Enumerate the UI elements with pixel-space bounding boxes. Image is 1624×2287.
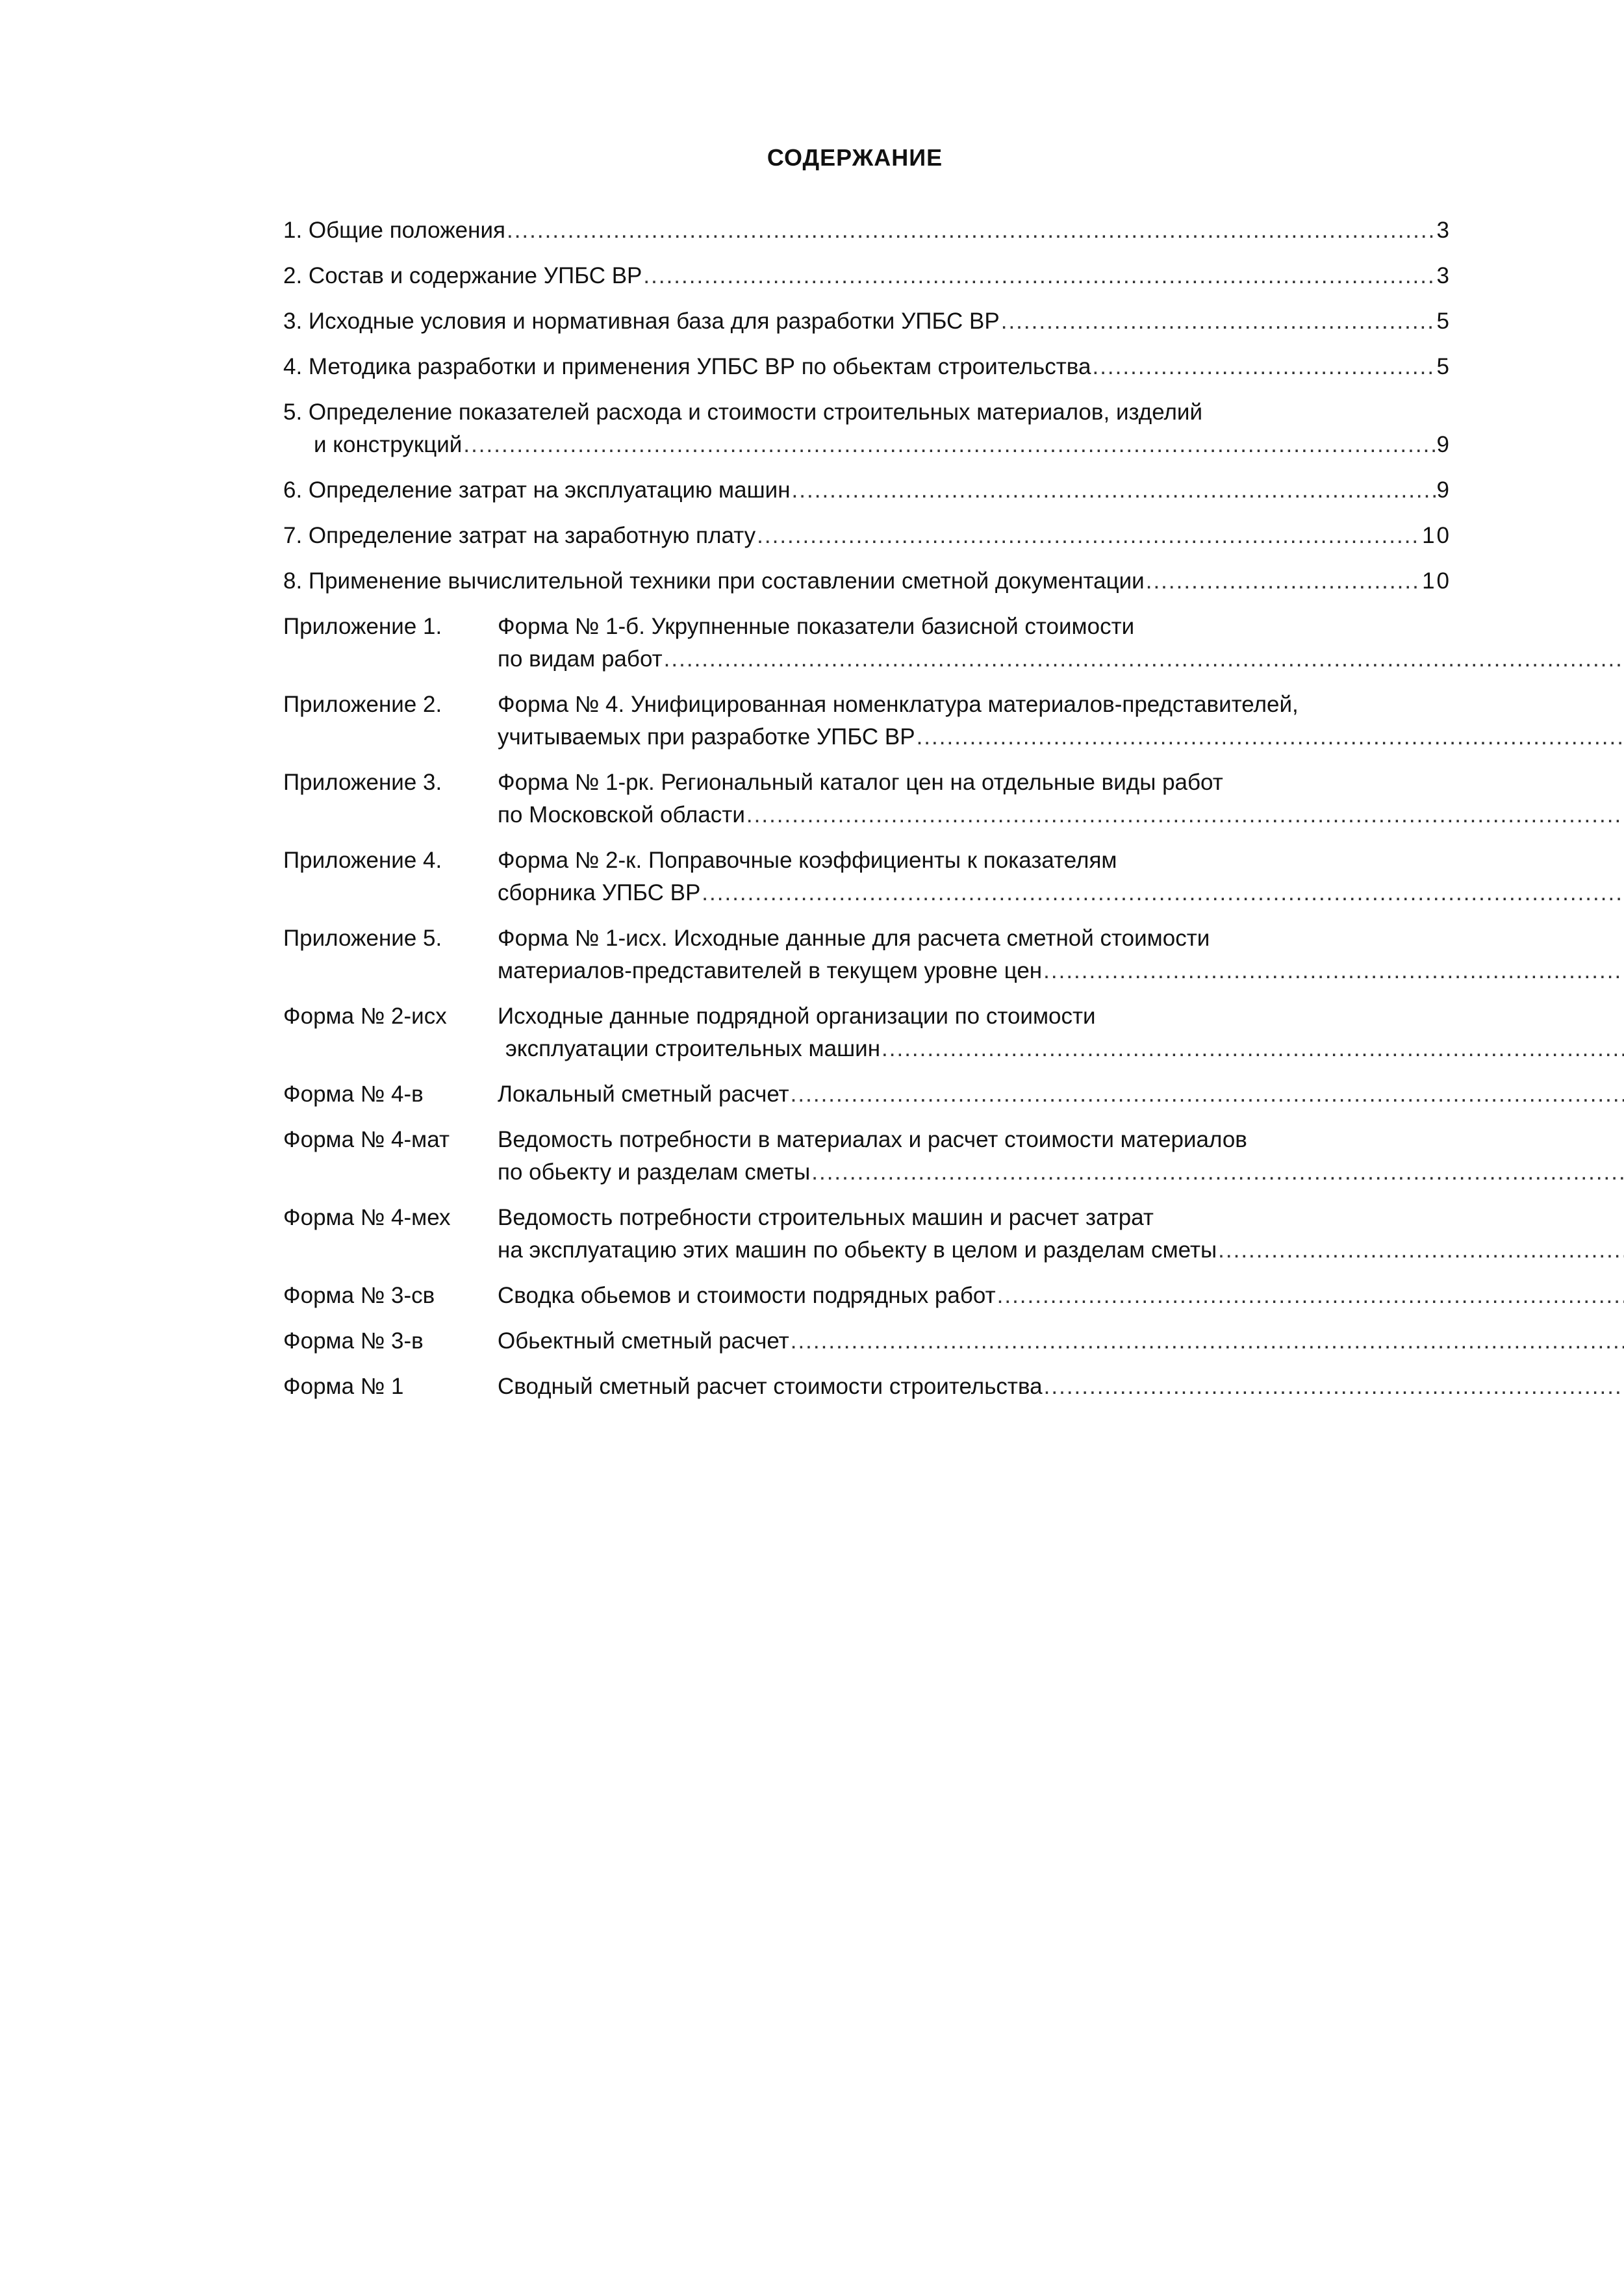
appendix-text-continued: материалов-представителей в текущем уровне цен bbox=[498, 958, 1043, 983]
appendix-text: Форма № 1-рк. Региональный каталог цен на отдельные виды работ bbox=[498, 770, 1223, 795]
toc-line bbox=[498, 1371, 1624, 1403]
form-body bbox=[498, 1124, 1624, 1189]
dot-leader bbox=[1044, 1371, 1624, 1403]
toc-line bbox=[498, 1202, 1624, 1234]
form-label: Форма № 3-св bbox=[283, 1283, 435, 1308]
form-label: Форма № 1 bbox=[283, 1374, 404, 1399]
toc-entry-text: 4. Методика разработки и применения УПБС ВР по обьектам строительства bbox=[283, 354, 1091, 379]
toc-line-continued bbox=[498, 1156, 1624, 1189]
toc-line-continued bbox=[498, 1234, 1624, 1267]
toc-entry bbox=[283, 260, 1451, 292]
dot-leader bbox=[757, 520, 1421, 552]
dot-leader bbox=[882, 1033, 1624, 1065]
dot-leader bbox=[791, 1078, 1624, 1111]
appendix-label: Приложение 1. bbox=[283, 614, 442, 639]
form-label: Форма № 2-исх bbox=[283, 1004, 447, 1029]
toc-page-number: 9 bbox=[1436, 432, 1451, 457]
dot-leader bbox=[811, 1156, 1624, 1189]
form-label: Форма № 4-мат bbox=[283, 1127, 450, 1152]
dot-leader bbox=[917, 721, 1624, 753]
appendix-entry bbox=[283, 922, 1451, 987]
toc-line bbox=[283, 351, 1451, 383]
dot-leader bbox=[643, 260, 1435, 292]
toc-line bbox=[498, 766, 1624, 799]
toc-entry bbox=[283, 351, 1451, 383]
toc-entry bbox=[283, 214, 1451, 247]
appendix-label: Приложение 5. bbox=[283, 926, 442, 951]
form-body bbox=[498, 1202, 1624, 1267]
toc-line bbox=[283, 474, 1451, 507]
form-text-continued: эксплуатации строительных машин bbox=[505, 1036, 881, 1061]
toc-page-number: 5 bbox=[1436, 309, 1451, 334]
page-title: СОДЕРЖАНИЕ bbox=[767, 144, 943, 171]
toc-line bbox=[498, 1280, 1624, 1312]
toc-line bbox=[498, 844, 1624, 877]
appendix-text: Форма № 1-исх. Исходные данные для расчета сметной стоимости bbox=[498, 926, 1210, 951]
dot-leader bbox=[1043, 955, 1624, 987]
toc-entry-text: 6. Определение затрат на эксплуатацию машин bbox=[283, 477, 791, 503]
dot-leader bbox=[1001, 305, 1436, 338]
toc-entry bbox=[283, 520, 1451, 552]
toc-entry-text: 7. Определение затрат на заработную плату bbox=[283, 523, 756, 548]
form-text: Сводный сметный расчет стоимости строительства bbox=[498, 1374, 1043, 1399]
toc-line bbox=[498, 1000, 1624, 1033]
dot-leader bbox=[463, 429, 1435, 461]
dot-leader bbox=[1092, 351, 1435, 383]
toc-line bbox=[498, 611, 1624, 643]
form-label: Форма № 4-в bbox=[283, 1081, 424, 1107]
form-text: Ведомость потребности в материалах и расчет стоимости материалов bbox=[498, 1127, 1247, 1152]
toc-line bbox=[283, 565, 1451, 598]
form-entry bbox=[283, 1000, 1451, 1065]
form-text-continued: по обьекту и разделам сметы bbox=[498, 1159, 811, 1185]
toc-line bbox=[498, 689, 1624, 721]
appendix-text-continued: по видам работ bbox=[498, 646, 663, 672]
appendix-text: Форма № 2-к. Поправочные коэффициенты к показателям bbox=[498, 848, 1117, 873]
dot-leader bbox=[791, 1325, 1624, 1358]
toc-line-continued bbox=[498, 1033, 1624, 1065]
toc-entry bbox=[283, 396, 1451, 461]
toc-line bbox=[498, 1078, 1624, 1111]
toc-entry-text-continued: и конструкций bbox=[314, 432, 463, 457]
dot-leader bbox=[1146, 565, 1421, 598]
form-body bbox=[498, 1000, 1624, 1065]
toc-line bbox=[283, 520, 1451, 552]
toc-line bbox=[283, 260, 1451, 292]
toc-page-number: 5 bbox=[1436, 354, 1451, 379]
dot-leader bbox=[997, 1280, 1624, 1312]
toc-entry-text: 2. Состав и содержание УПБС ВР bbox=[283, 263, 642, 288]
toc-entry-text: 5. Определение показателей расхода и стоимости строительных материалов, изделий bbox=[283, 399, 1203, 425]
toc-line-continued bbox=[498, 799, 1624, 831]
appendix-label: Приложение 4. bbox=[283, 848, 442, 873]
dot-leader bbox=[664, 643, 1624, 676]
toc-line-continued bbox=[498, 877, 1624, 909]
form-text: Локальный сметный расчет bbox=[498, 1081, 789, 1107]
appendix-entry bbox=[283, 611, 1451, 676]
form-label: Форма № 4-мех bbox=[283, 1205, 451, 1230]
form-body bbox=[498, 1280, 1624, 1312]
toc-page-number: 3 bbox=[1436, 218, 1451, 243]
form-body bbox=[498, 1371, 1624, 1403]
toc-line-continued bbox=[498, 955, 1624, 987]
form-text: Обьектный сметный расчет bbox=[498, 1328, 789, 1354]
appendix-text: Форма № 1-б. Укрупненные показатели базисной стоимости bbox=[498, 614, 1135, 639]
form-body bbox=[498, 1325, 1624, 1358]
toc-entry bbox=[283, 565, 1451, 598]
toc-line bbox=[498, 1124, 1624, 1156]
form-body bbox=[498, 1078, 1624, 1111]
toc-page-number: 3 bbox=[1436, 263, 1451, 288]
appendix-body bbox=[498, 922, 1624, 987]
toc-entry bbox=[283, 305, 1451, 338]
toc-line bbox=[498, 1325, 1624, 1358]
dot-leader bbox=[507, 214, 1436, 247]
toc-entry bbox=[283, 474, 1451, 507]
form-entry bbox=[283, 1371, 1451, 1403]
form-entry bbox=[283, 1124, 1451, 1189]
toc-page-number: 10 bbox=[1422, 523, 1451, 548]
appendix-body bbox=[498, 766, 1624, 831]
appendix-text-continued: сборника УПБС ВР bbox=[498, 880, 701, 905]
appendix-body bbox=[498, 689, 1624, 753]
appendix-text-continued: по Московской области bbox=[498, 802, 745, 828]
toc-line-continued bbox=[498, 643, 1624, 676]
form-text: Сводка обьемов и стоимости подрядных работ bbox=[498, 1283, 996, 1308]
toc-line bbox=[498, 922, 1624, 955]
form-entry bbox=[283, 1202, 1451, 1267]
toc-page-number: 10 bbox=[1422, 568, 1451, 594]
appendix-body bbox=[498, 844, 1624, 909]
dot-leader bbox=[746, 799, 1624, 831]
appendix-entry bbox=[283, 766, 1451, 831]
appendix-entry bbox=[283, 689, 1451, 753]
form-text-continued: на эксплуатацию этих машин по обьекту в целом и разделам сметы bbox=[498, 1237, 1217, 1263]
appendix-text-continued: учитываемых при разработке УПБС ВР bbox=[498, 724, 915, 750]
appendix-body bbox=[498, 611, 1624, 676]
toc-line bbox=[283, 305, 1451, 338]
dot-leader bbox=[1218, 1234, 1624, 1267]
toc-line-continued bbox=[498, 721, 1624, 753]
form-text: Исходные данные подрядной организации по стоимости bbox=[498, 1004, 1096, 1029]
toc-line bbox=[283, 214, 1451, 247]
form-text: Ведомость потребности строительных машин и расчет затрат bbox=[498, 1205, 1154, 1230]
appendix-label: Приложение 2. bbox=[283, 692, 442, 717]
appendix-text: Форма № 4. Унифицированная номенклатура материалов-представителей, bbox=[498, 692, 1299, 717]
form-entry bbox=[283, 1325, 1451, 1358]
toc-entry-text: 3. Исходные условия и нормативная база для разработки УПБС ВР bbox=[283, 309, 1000, 334]
toc-entry-text: 1. Общие положения bbox=[283, 218, 505, 243]
toc-line bbox=[283, 396, 1451, 429]
table-of-contents bbox=[283, 214, 1451, 1416]
form-entry bbox=[283, 1280, 1451, 1312]
form-label: Форма № 3-в bbox=[283, 1328, 424, 1354]
appendix-label: Приложение 3. bbox=[283, 770, 442, 795]
appendix-entry bbox=[283, 844, 1451, 909]
toc-line-continued bbox=[283, 429, 1451, 461]
form-entry bbox=[283, 1078, 1451, 1111]
toc-page-number: 9 bbox=[1436, 477, 1451, 503]
toc-entry-text: 8. Применение вычислительной техники при составлении сметной документации bbox=[283, 568, 1145, 594]
dot-leader bbox=[702, 877, 1624, 909]
dot-leader bbox=[792, 474, 1436, 507]
